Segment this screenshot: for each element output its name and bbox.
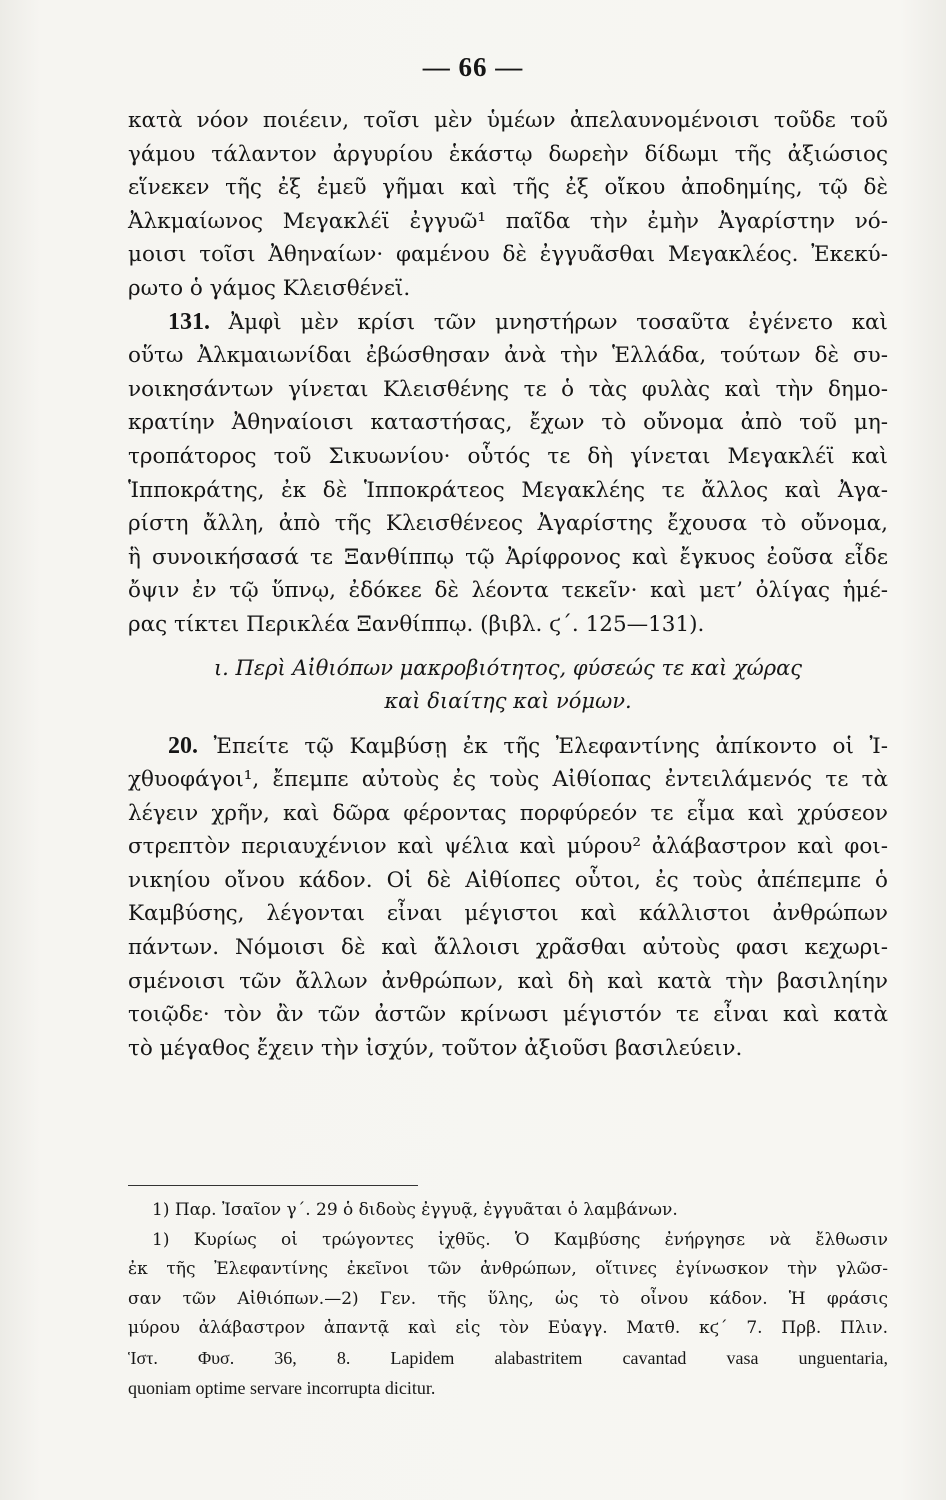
text-line: Ἱπποκράτης, ἐκ δὲ Ἱπποκράτεος Μεγακλέης τε ἄλλος καὶ Ἀγα- — [128, 477, 888, 503]
footnotes — [128, 1196, 888, 1403]
section-heading — [128, 652, 888, 718]
text-line: εἵνεκεν τῆς ἐξ ἐμεῦ γῆμαι καὶ τῆς ἐξ οἴκου ἀποδημίης, τῷ δὲ — [128, 175, 888, 201]
text-line: οὕτω Ἀλκμαιωνίδαι ἐβώσθησαν ἀνὰ τὴν Ἑλλάδα, τούτων δὲ συ- — [128, 343, 888, 369]
text-line: μοισι τοῖσι Ἀθηναίων· φαμένου δὲ ἐγγυᾶσθαι Μεγακλέος. Ἐκεκύ- — [128, 242, 888, 268]
text-line: Ἀλκμαίωνος Μεγακλέϊ ἐγγυῶ¹ παῖδα τὴν ἐμὴν Ἀγαρίστην νό- — [128, 208, 888, 234]
text-span: Ἀμφὶ μὲν κρίσι τῶν μνηστήρων τοσαῦτα ἐγένετο καὶ — [228, 309, 888, 335]
text-line: ρωτο ὁ γάμος Κλεισθένεϊ. — [128, 275, 411, 301]
text-line: τὸ μέγαθος ἔχειν τὴν ἰσχύν, τοῦτον ἀξιοῦσι βασιλεύειν. — [128, 1035, 743, 1061]
text-line: γάμου τάλαντον ἀργυρίου ἑκάστῳ δωρεὴν δίδωμι τῆς ἀξιώσιος — [128, 141, 888, 167]
text-line: κρατίην Ἀθηναίοισι καταστήσας, ἔχων τὸ οὔνομα ἀπὸ τοῦ μη- — [128, 410, 888, 436]
footnote-line: σαν τῶν Αἰθιόπων.—2) Γεν. τῆς ὕλης, ὡς τὸ οἶνου κάδον. Ἡ φράσις — [128, 1288, 888, 1309]
footnote-line: ἐκ τῆς Ἐλεφαντίνης ἐκεῖνοι τῶν ἀνθρώπων, οἵτινες ἐγίνωσκον τὴν γλῶσ- — [128, 1259, 888, 1280]
heading-line: ι. Περὶ Αἰθιόπων μακροβιότητος, φύσεώς τε καὶ χώρας — [213, 655, 803, 680]
text-line: τοιῷδε· τὸν ἂν τῶν ἀστῶν κρίνωσι μέγιστόν τε εἶναι καὶ κατὰ — [128, 1002, 888, 1028]
footnote-line: Ἱστ. Φυσ. 36, 8. Lapidem alabastritem cavantad vasa unguentaria, — [128, 1347, 888, 1368]
text-line: ρίστη ἄλλη, ἀπὸ τῆς Κλεισθένεος Ἀγαρίστης ἔχουσα τὸ οὔνομα, — [128, 511, 888, 537]
text-line — [128, 730, 888, 764]
heading-line: καὶ διαίτης καὶ νόμων. — [384, 688, 632, 713]
footnote-line: 1) Κυρίως οἱ τρώγοντες ἰχθῦς. Ὁ Καμβύσης ἐνήργησε νὰ ἔλθωσιν — [152, 1229, 888, 1250]
text-line: πάντων. Νόμοισι δὲ καὶ ἄλλοισι χρᾶσθαι αὐτοὺς φασι κεχωρι- — [128, 935, 888, 961]
text-line: κατὰ νόον ποιέειν, τοῖσι μὲν ὑμέων ἀπελαυνομένοισι τοῦδε τοῦ — [128, 108, 888, 133]
text-line: Καμβύσης, λέγονται εἶναι μέγιστοι καὶ κάλλιστοι ἀνθρώπων — [128, 901, 888, 927]
main-text — [128, 104, 888, 1065]
text-span: Ἐπείτε τῷ Καμβύσῃ ἐκ τῆς Ἐλεφαντίνης ἀπίκοντο οἱ Ἰ- — [213, 733, 888, 759]
footnote-line: μύρου ἀλάβαστρον ἀπαντᾷ καὶ εἰς τὸν Εὐαγγ. Ματθ. κϛ΄ 7. Πρβ. Πλιν. — [128, 1318, 888, 1339]
text-line: στρεπτὸν περιαυχένιον καὶ ψέλια καὶ μύρου² ἀλάβαστρον καὶ φοι- — [128, 834, 888, 860]
text-line: νοικησάντων γίνεται Κλεισθένης τε ὁ τὰς φυλὰς καὶ τὴν δημο- — [128, 376, 888, 402]
section-number: 20. — [168, 732, 198, 759]
footnote-line: 1) Παρ. Ἰσαῖον γ΄. 29 ὁ διδοὺς ἐγγυᾷ, ἐγγυᾶται ὁ λαμβάνων. — [152, 1200, 678, 1220]
section-number: 131. — [168, 308, 210, 335]
text-line: νικηίου οἴνου κάδον. Οἱ δὲ Αἰθίοπες οὗτοι, ἐς τοὺς ἀπέπεμπε ὁ — [128, 867, 888, 893]
text-line: ὄψιν ἐν τῷ ὕπνῳ, ἐδόκεε δὲ λέοντα τεκεῖν· καὶ μετ’ ὀλίγας ἡμέ- — [128, 578, 888, 604]
footnote-line: quoniam optime servare incorrupta dicitur. — [128, 1377, 436, 1398]
paragraph-20 — [128, 730, 888, 1066]
text-line: λέγειν χρῆν, καὶ δῶρα φέροντας πορφύρεόν τε εἷμα καὶ χρύσεον — [128, 800, 888, 826]
text-line: ρας τίκτει Περικλέα Ξανθίππῳ. (βιβλ. ϛ΄. 125—131). — [128, 611, 705, 637]
footnote-separator — [128, 1185, 418, 1186]
text-line: σμένοισι τῶν ἄλλων ἀνθρώπων, καὶ δὴ καὶ κατὰ τὴν βασιληίην — [128, 968, 888, 994]
page-number: — 66 — — [422, 52, 524, 82]
text-line: τροπάτορος τοῦ Σικυωνίου· οὗτός τε δὴ γίνεται Μεγακλέϊ καὶ — [128, 443, 888, 469]
text-line: χθυοφάγοι¹, ἔπεμπε αὐτοὺς ἐς τοὺς Αἰθίοπας ἐντειλάμενός τε τὰ — [128, 767, 888, 793]
text-line — [128, 306, 888, 340]
paragraph-continuation — [128, 104, 888, 306]
text-line: ἣ συνοικήσασά τε Ξανθίππῳ τῷ Ἀρίφρονος καὶ ἔγκυος ἐοῦσα εἶδε — [128, 544, 888, 570]
paragraph-131 — [128, 306, 888, 642]
